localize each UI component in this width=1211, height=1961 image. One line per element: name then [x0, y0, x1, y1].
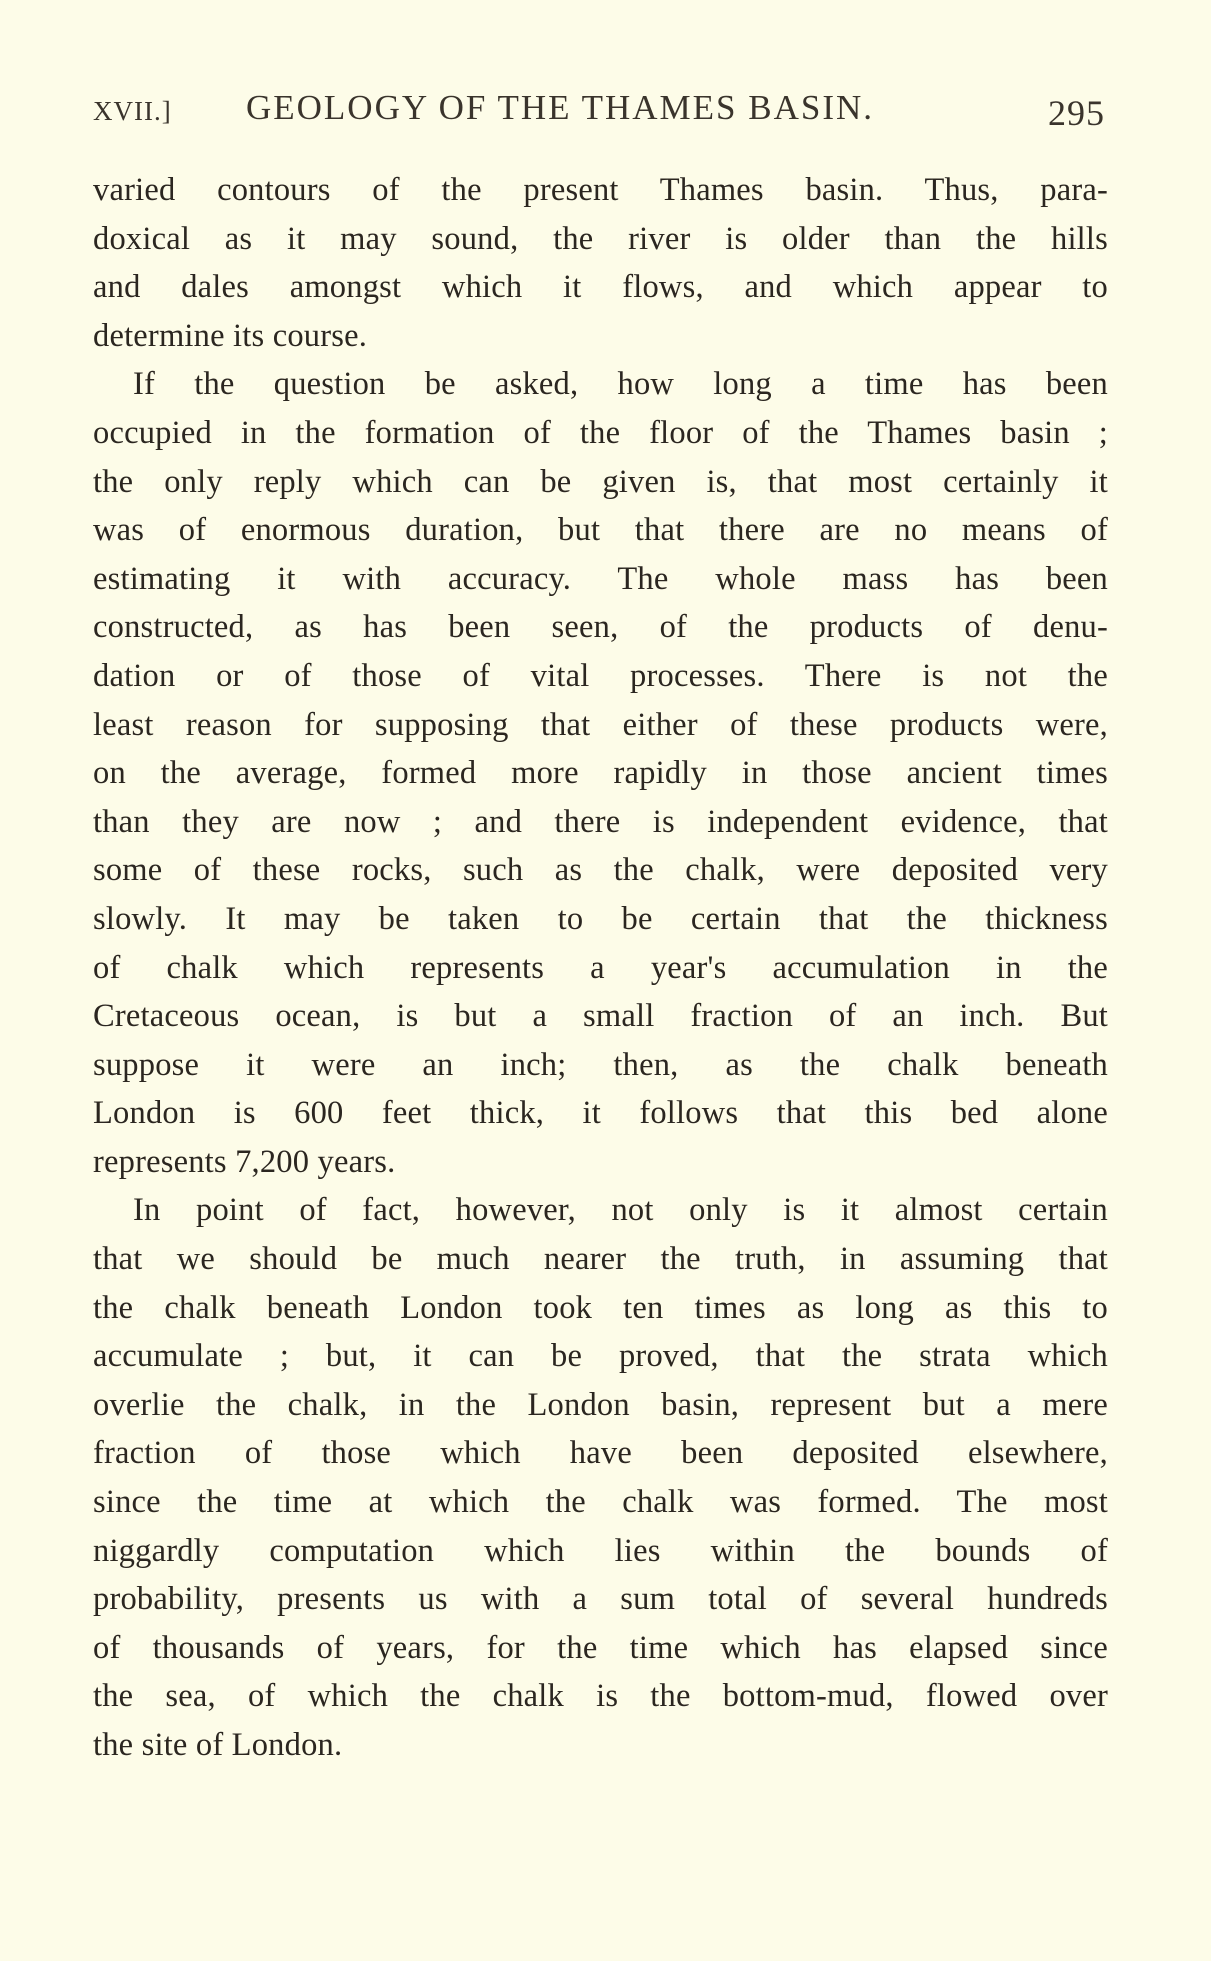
text-line: since the time at which the chalk was formed. The most	[93, 1484, 1108, 1521]
text-line: that we should be much nearer the truth, in assuming that	[93, 1241, 1108, 1278]
text-line: the only reply which can be given is, that most certainly it	[93, 463, 1108, 500]
text-line: determine its course.	[93, 317, 368, 354]
body-text	[93, 166, 1108, 1770]
text-line: fraction of those which have been deposited elsewhere,	[93, 1435, 1108, 1472]
text-line: and dales amongst which it flows, and which appear to	[93, 269, 1108, 306]
text-line: slowly. It may be taken to be certain that the thickness	[93, 900, 1108, 937]
text-line: was of enormous duration, but that there are no means of	[93, 512, 1108, 549]
text-line: than they are now ; and there is independent evidence, that	[93, 803, 1108, 840]
text-line: Cretaceous ocean, is but a small fraction of an inch. But	[93, 998, 1108, 1035]
text-line: the site of London.	[93, 1727, 343, 1763]
text-line: varied contours of the present Thames basin. Thus, para-	[93, 172, 1108, 208]
text-line: doxical as it may sound, the river is older than the hills	[93, 220, 1108, 257]
text-line: some of these rocks, such as the chalk, were deposited very	[93, 852, 1108, 889]
text-line: probability, presents us with a sum total of several hundreds	[93, 1581, 1108, 1618]
text-line: on the average, formed more rapidly in those ancient times	[93, 755, 1108, 792]
text-line: represents 7,200 years.	[93, 1143, 396, 1180]
text-line: of chalk which represents a year's accumulation in the	[93, 949, 1108, 986]
running-head	[93, 88, 1105, 136]
chapter-number: XVII.]	[93, 96, 172, 126]
text-line: If the question be asked, how long a time has been	[133, 366, 1108, 403]
page-title: GEOLOGY OF THE THAMES BASIN.	[246, 88, 875, 127]
text-line: In point of fact, however, not only is it almost certain	[133, 1192, 1108, 1229]
text-line: the sea, of which the chalk is the bottom-mud, flowed over	[93, 1678, 1108, 1715]
text-line: niggardly computation which lies within the bounds of	[93, 1532, 1108, 1569]
text-line: occupied in the formation of the floor of the Thames basin ;	[93, 414, 1108, 451]
text-line: estimating it with accuracy. The whole mass has been	[93, 560, 1108, 597]
text-line: least reason for supposing that either of these products were,	[93, 706, 1108, 743]
text-line: suppose it were an inch; then, as the chalk beneath	[93, 1046, 1108, 1083]
text-line: of thousands of years, for the time which has elapsed since	[93, 1629, 1108, 1666]
page-number: 295	[1048, 93, 1105, 133]
text-line: the chalk beneath London took ten times as long as this to	[93, 1289, 1108, 1326]
text-line: overlie the chalk, in the London basin, represent but a mere	[93, 1386, 1108, 1423]
text-line: accumulate ; but, it can be proved, that the strata which	[93, 1338, 1108, 1375]
text-line: dation or of those of vital processes. There is not the	[93, 657, 1108, 694]
text-line: London is 600 feet thick, it follows that this bed alone	[93, 1095, 1108, 1132]
text-line: constructed, as has been seen, of the products of denu-	[93, 609, 1108, 646]
